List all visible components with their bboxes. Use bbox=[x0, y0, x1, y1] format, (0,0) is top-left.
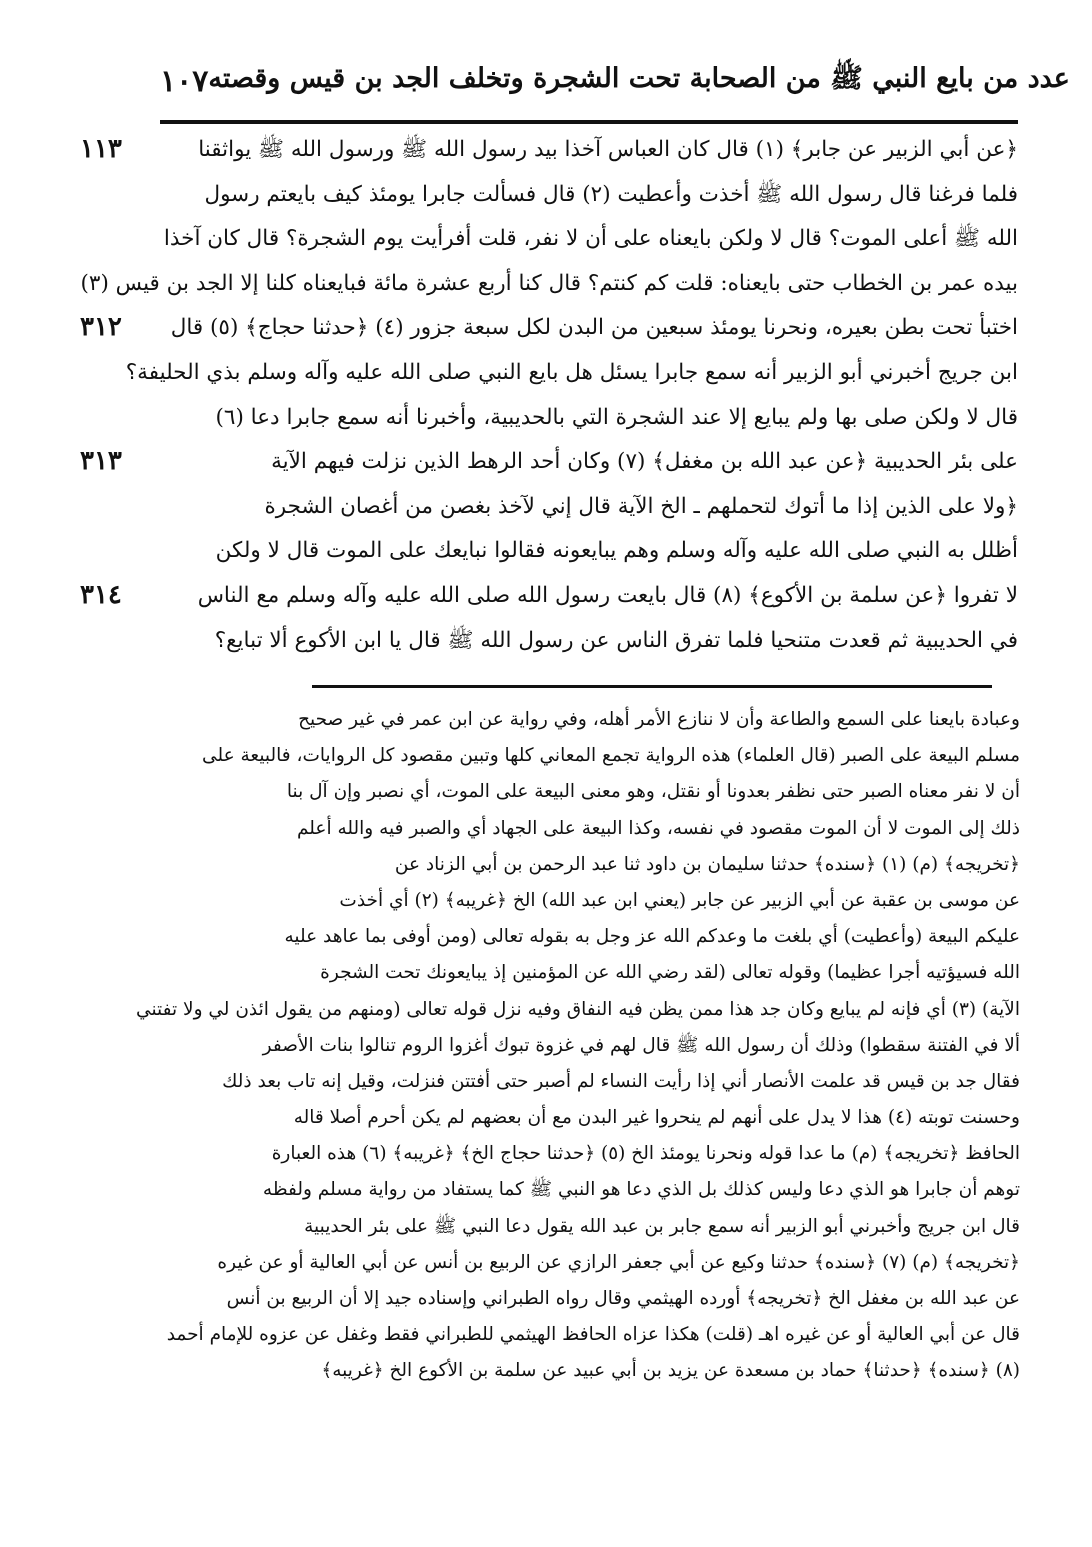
footnote-line: فقال جد بن قيس قد علمت الأنصار أني إذا رأيت النساء لم أصبر حتى أفتتن فنزلت، وقيل إنه تاب بعد ذلك bbox=[222, 1070, 1020, 1092]
hadith-line: الله ﷺ أعلى الموت؟ قال لا ولكن بايعناه على أن لا نفر، قلت أفرأيت يوم الشجرة؟ قال كان آخذا bbox=[163, 226, 1018, 252]
page-number: ١٠٧ bbox=[160, 63, 209, 99]
hadith-number: ٣١٢ bbox=[80, 312, 122, 342]
footnote-line: قال عن أبي العالية أو عن غيره اهـ (قلت) هكذا عزاه الحافظ الهيثمي للطبراني فقط وغفل عن عزوه للإمام أحمد bbox=[166, 1324, 1020, 1346]
hadith-number: ١١٣ bbox=[80, 134, 122, 164]
hadith-line: على بئر الحديبية ﴿عن عبد الله بن مغفل﴾ (٧) وكان أحد الرهط الذين نزلت فيهم الآية bbox=[271, 449, 1018, 475]
footnote-line: قال ابن جريج وأخبرني أبو الزبير أنه سمع جابر بن عبد الله يقول دعا النبي ﷺ على بئر الحديبية bbox=[304, 1215, 1020, 1237]
footnote-line: ﴿تخريجه﴾ (م) (١) ﴿سنده﴾ حدثنا سليمان بن داود ثنا عبد الرحمن بن أبي الزناد عن bbox=[394, 853, 1020, 875]
footnote-line: وعبادة بايعنا على السمع والطاعة وأن لا ننازع الأمر أهله، وفي رواية عن ابن عمر في غير صحيح bbox=[298, 709, 1020, 730]
footnote-line: الله فسيؤتيه أجرا عظيما) وقوله تعالى (لقد رضي الله عن المؤمنين إذ يبايعونك تحت الشجرة bbox=[320, 962, 1020, 984]
hadith-line: قال لا ولكن صلى بها ولم يبايع إلا عند الشجرة التي بالحديبية، وأخبرنا أنه سمع جابرا دعا (٦) bbox=[215, 404, 1018, 430]
footnote-line: أن لا نفر معناه الصبر حتى نظفر بعدونا أو نقتل، وهو معنى البيعة على الموت، أي نصبر وإن آل بنا bbox=[286, 781, 1020, 803]
hadith-line: في الحديبية ثم قعدت متنحيا فلما تفرق الناس عن رسول الله ﷺ قال يا ابن الأكوع ألا تبايع؟ bbox=[214, 627, 1018, 653]
footnote-line: عليكم البيعة (وأعطيت) أي بلغت ما وعدكم الله عز وجل به بقوله تعالى (ومن أوفى بما عاهد عليه bbox=[284, 926, 1020, 948]
footnote-line: وحسنت توبته (٤) هذا لا يدل على أنهم لم ينحروا غير البدن مع أن بعضهم لم يكن أحرم أصلا قاله bbox=[293, 1107, 1020, 1129]
footnote-line: الحافظ ﴿تخريجه﴾ (م) ما عدا قوله ونحرنا يومئذ الخ (٥) ﴿حدثنا حجاج الخ﴾ ﴿غريبه﴾ (٦) هذه العبارة bbox=[271, 1143, 1020, 1165]
footnote-divider bbox=[312, 685, 992, 688]
footnote-line: (٨) ﴿سنده﴾ ﴿حدثنا﴾ حماد بن مسعدة عن يزيد بن أبي عبيد عن سلمة بن الأكوع الخ ﴿غريبه﴾ bbox=[321, 1360, 1020, 1382]
footnote-line: ألا في الفتنة سقطوا) وذلك أن رسول الله ﷺ قال لهم في غزوة تبوك أغزوا الروم تنالوا بنات الأصفر bbox=[262, 1034, 1020, 1056]
hadith-line: ﴿ولا على الذين إذا ما أتوك لتحملهم ـ الخ الآية قال إني لآخذ بغصن من أغصان الشجرة bbox=[264, 493, 1018, 519]
footnote-line: ﴿تخريجه﴾ (م) (٧) ﴿سنده﴾ حدثنا وكيع عن أبي جعفر الرازي عن الربيع بن أنس عن أبي العالية أو عن غيره bbox=[217, 1251, 1020, 1273]
header-divider bbox=[160, 120, 1018, 124]
hadith-line: ﴿عن أبي الزبير عن جابر﴾ (١) قال كان العباس آخذا بيد رسول الله ﷺ ورسول الله ﷺ يواثقنا bbox=[198, 137, 1018, 162]
chapter-title: عدد من بايع النبي ﷺ من الصحابة تحت الشجرة وتخلف الجد بن قيس وقصته bbox=[208, 63, 1070, 94]
running-header bbox=[160, 52, 1070, 110]
hadith-line: بيده عمر بن الخطاب حتى بايعناه: قلت كم كنتم؟ قال كنا أربع عشرة مائة فبايعناه كلنا إلا الجد بن قيس (٣) bbox=[80, 270, 1018, 296]
footnotes bbox=[100, 702, 1020, 1390]
hadith-line: أظلل به النبي صلى الله عليه وآله وسلم وهم يبايعونه فقالوا نبايعك على الموت قال لا ولكن bbox=[215, 538, 1018, 564]
footnote-line: مسلم البيعة على الصبر (قال العلماء) هذه الرواية تجمع المعاني كلها وتبين مقصود كل الروايات، فالبيعة على bbox=[202, 745, 1020, 767]
footnote-line: الآية) (٣) أي فإنه لم يبايع وكان جد هذا ممن يظن فيه النفاق وفيه نزل قوله تعالى (ومنهم من يقول ائذن لي ولا تفتني bbox=[136, 998, 1020, 1020]
hadith-number: ٣١٣ bbox=[80, 446, 122, 476]
hadith-line: اختبأ تحت بطن بعيره، ونحرنا يومئذ سبعين من البدن لكل سبعة جزور (٤) ﴿حدثنا حجاج﴾ (٥) قال bbox=[170, 315, 1018, 341]
footnote-line: ذلك إلى الموت لا أن الموت مقصود في نفسه، وكذا البيعة على الجهاد أي والصبر فيه والله أعلم bbox=[296, 817, 1020, 839]
footnote-line: عن موسى بن عقبة عن أبي الزبير عن جابر (يعني ابن عبد الله) الخ ﴿غريبه﴾ (٢) أي أخذت bbox=[339, 889, 1020, 911]
footnote-line: عن عبد الله بن مغفل الخ ﴿تخريجه﴾ أورده الهيثمي وقال رواه الطبراني وإسناده جيد إلا أن الربيع بن أنس bbox=[226, 1288, 1020, 1309]
hadith-line: ابن جريج أخبرني أبو الزبير أنه سمع جابرا يسئل هل بايع النبي صلى الله عليه وآله وسلم بذي الحليفة؟ bbox=[125, 359, 1018, 385]
hadith-number: ٣١٤ bbox=[80, 580, 122, 610]
hadith-line: لا تفروا ﴿عن سلمة بن الأكوع﴾ (٨) قال بايعت رسول الله صلى الله عليه وآله وسلم مع الناس bbox=[197, 582, 1018, 608]
footnote-line: توهم أن جابرا هو الذي دعا وليس كذلك بل الذي دعا هو النبي ﷺ كما يستفاد من رواية مسلم ولفظه bbox=[262, 1179, 1020, 1201]
hadith-line: فلما فرغنا قال رسول الله ﷺ أخذت وأعطيت (٢) قال فسألت جابرا يومئذ كيف بايعتم رسول bbox=[204, 181, 1018, 207]
